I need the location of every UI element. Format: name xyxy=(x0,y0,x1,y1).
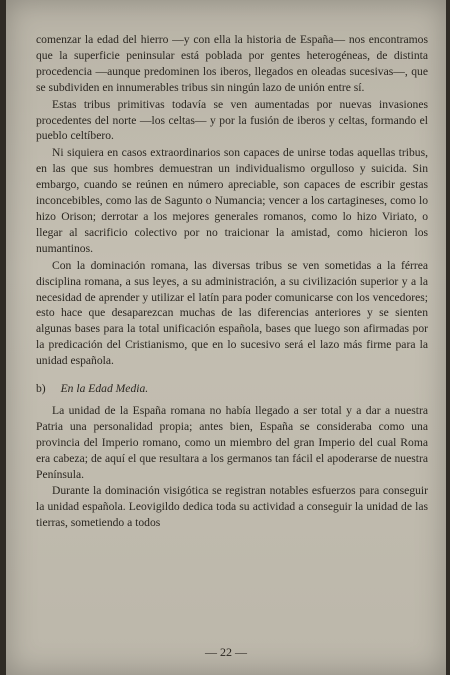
body-text xyxy=(36,32,428,532)
section-heading xyxy=(36,381,428,397)
book-page xyxy=(6,0,446,675)
paragraph: Durante la dominación visigótica se registran notables esfuerzos para conseguir la unidad española. Leovigildo dedica toda su actividad a conseguir la unidad de las tierras, sometiendo a todos xyxy=(36,484,428,530)
paragraph: La unidad de la España romana no había llegado a ser total y a dar a nuestra Patria una personalidad propia; antes bien, España se consideraba como una provincia del Imperio romano, como un miembro del gran Imperio del cual Roma era cabeza; de aquí el que resultara a los germanos tan fácil el apoderarse de nuestra Península. xyxy=(36,403,428,481)
paragraph: Estas tribus primitivas todavía se ven aumentadas por nuevas invasiones procedentes del norte —los celtas— y por la fusión de iberos y celtas, formando el pueblo celtíbero. xyxy=(36,97,428,143)
section-title: En la Edad Media. xyxy=(60,382,149,396)
paragraph: Ni siquiera en casos extraordinarios son capaces de unirse todas aquellas tribus, en las que sus hombres demuestran un individualismo orgulloso y suicida. Sin embargo, cuando se reúnen en número apreciable, son capaces de escribir gestas inconcebibles, como las de Sagunto o Numancia; vencer a los cartagineses, como lo hizo Orison; derrotar a los mejores generales romanos, como lo hizo Viriato, o llegar al sacrificio colectivo por no traicionar la amistad, como hicieron los numantinos. xyxy=(36,146,428,255)
page-number: — 22 — xyxy=(205,645,247,659)
section-label: b) xyxy=(36,382,46,396)
paragraph: comenzar la edad del hierro —y con ella la historia de España— nos encontramos que la superficie peninsular está poblada por gentes heterogéneas, de distinta procedencia —aunque predominen los iberos, llegados en oleadas sucesivas—, que se subdividen en innumerables tribus sin ningún lazo de unión entre sí. xyxy=(36,33,428,94)
paragraph: Con la dominación romana, las diversas tribus se ven sometidas a la férrea disciplina romana, a sus leyes, a su administración, a su civilización superior y a la necesidad de aprender y utilizar el latín para poder comunicarse con los vencedores; esto hace que desaparezcan muchas de las diferencias anteriores y se sienten algunas bases para la total unificación española, bases que luego son afirmadas por la predicación del Cristianismo, que en lo sucesivo será el lazo más firme para la unidad española. xyxy=(36,258,428,368)
